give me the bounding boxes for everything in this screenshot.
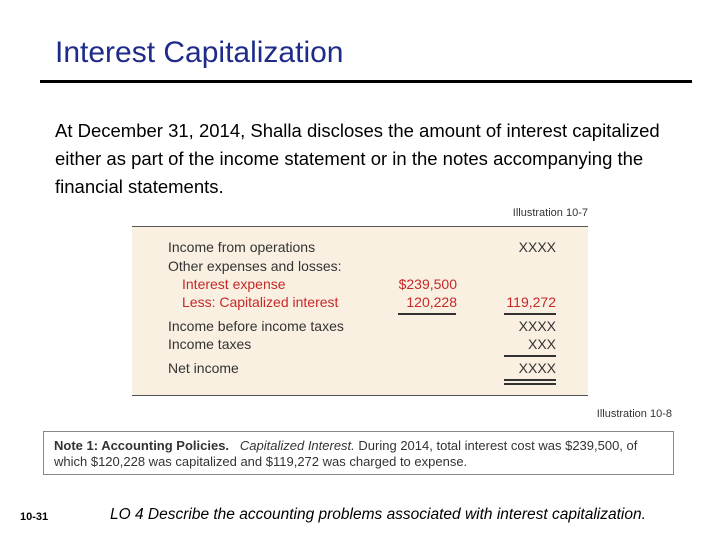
- row-right-value: XXX: [527, 336, 556, 352]
- row-label: Interest expense: [182, 276, 286, 292]
- row-income-before-taxes: [132, 318, 588, 336]
- slide-number: 10-31: [20, 511, 49, 523]
- income-statement-excerpt: [132, 226, 588, 396]
- title-divider: [40, 80, 692, 83]
- mid-column-underline: [398, 313, 456, 315]
- note-topic: Capitalized Interest.: [239, 438, 355, 453]
- body-paragraph: At December 31, 2014, Shalla discloses the amount of interest capitalized either as part of the income statement or in the notes accompanying the financial statements.: [55, 120, 660, 197]
- taxes-underline: [504, 355, 556, 357]
- accounting-policies-note: [43, 431, 674, 475]
- row-net-income: [132, 360, 588, 378]
- illustration-8-label: Illustration 10-8: [596, 408, 672, 420]
- row-label: Net income: [168, 360, 239, 376]
- row-income-from-operations: [132, 239, 588, 257]
- net-income-double-underline-top: [504, 379, 556, 381]
- illustration-7-label: Illustration 10-7: [512, 207, 588, 219]
- row-capitalized-interest: [132, 294, 588, 312]
- net-income-double-underline-bottom: [504, 383, 556, 385]
- row-label: Income before income taxes: [168, 318, 344, 334]
- row-interest-expense: [132, 276, 588, 294]
- note-text: During 2014, total interest cost was $239,500, of which $120,228 was capitalized and $119,272 was charged to expense.: [54, 438, 638, 469]
- row-right-value: XXXX: [518, 318, 556, 334]
- row-label: Less: Capitalized interest: [182, 294, 339, 310]
- right-column-underline: [504, 313, 556, 315]
- row-mid-value: $239,500: [398, 276, 457, 292]
- row-right-value: XXXX: [518, 239, 556, 255]
- note-heading: Note 1: Accounting Policies.: [54, 438, 230, 453]
- row-right-value: 119,272: [506, 294, 556, 310]
- learning-objective-footer: LO 4 Describe the accounting problems associated with interest capitalization.: [110, 506, 646, 523]
- row-other-expenses: [132, 258, 588, 276]
- row-label: Income taxes: [168, 336, 252, 352]
- row-label: Other expenses and losses:: [168, 258, 342, 274]
- row-right-value: XXXX: [518, 360, 556, 376]
- slide-title: Interest Capitalization: [55, 36, 344, 69]
- row-label: Income from operations: [168, 239, 316, 255]
- row-mid-value: 120,228: [406, 294, 457, 310]
- row-income-taxes: [132, 336, 588, 354]
